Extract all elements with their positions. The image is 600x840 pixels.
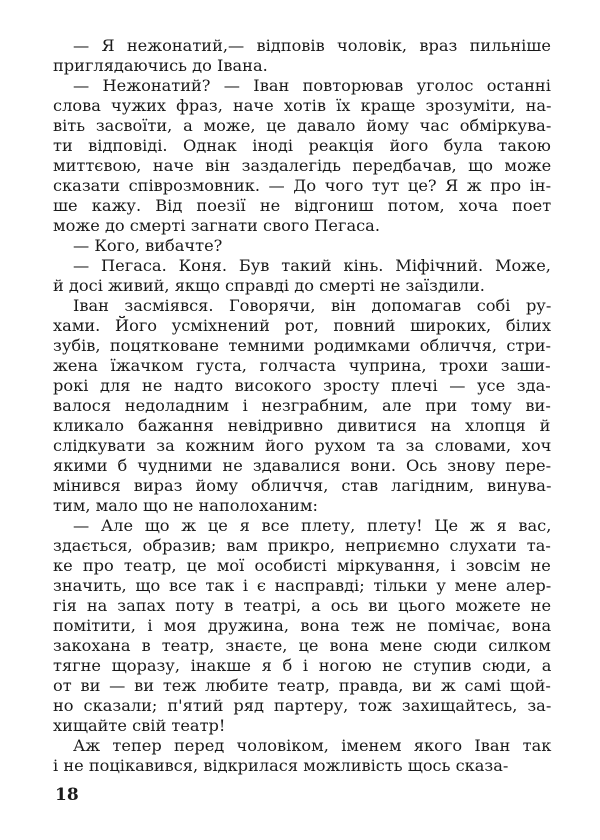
text-line: — Але що ж це я все плету, плету! Це ж я вас, xyxy=(73,516,552,535)
text-line: ше кажу. Від поезії не відгониш потом, хоча поет xyxy=(53,196,552,215)
text-line: хищайте свій театр! xyxy=(53,716,226,735)
text-line: — Кого, вибачте? xyxy=(73,236,223,255)
text-line: тягне щоразу, інакше я б і ногою не ступив сюди, а xyxy=(53,656,552,675)
text-line: рокі для не надто високого зросту плечі — усе зда- xyxy=(53,376,551,395)
text-line: мінився вираз йому обличчя, став лагідним, винува- xyxy=(53,476,552,495)
text-line: може до смерті загнати свого Пегаса. xyxy=(53,216,380,235)
text-line: здається, образив; вам прикро, неприємно слухати та- xyxy=(53,536,551,555)
text-line: гія на запах поту в театрі, а ось ви цього можете не xyxy=(53,596,552,615)
text-line: зубів, поцятковане темними родимками обличчя, стри- xyxy=(53,336,552,355)
text-line: сказати співрозмовник. — До чого тут це? Я ж про ін- xyxy=(53,176,552,195)
text-line: ти відповіді. Однак іноді реакція його була такою xyxy=(53,136,551,155)
text-line: приглядаючись до Івана. xyxy=(53,56,268,75)
text-line: кликало бажання невідривно дивитися на хлопця й xyxy=(53,416,551,435)
text-line: значить, що все так і є насправді; тільки у мене алер- xyxy=(53,576,552,595)
text-line: — Нежонатий? — Іван повторював уголос останні xyxy=(73,76,551,95)
text-line: — Пегаса. Коня. Був такий кінь. Міфічний. Може, xyxy=(73,256,551,275)
text-line: Іван засміявся. Говорячи, він допомагав собі ру- xyxy=(73,296,552,315)
text-line: якими б чудними не здавалися вони. Ось знову пере- xyxy=(53,456,552,475)
text-line: жена їжачком густа, голчаста чуприна, трохи заши- xyxy=(53,356,551,375)
text-line: слідкувати за кожним його рухом та за словами, хоч xyxy=(53,436,552,455)
text-line: закохана в театр, знаєте, це вона мене сюди силком xyxy=(53,636,551,655)
text-line: но сказали; п'ятий ряд партеру, тож захищайтесь, за- xyxy=(53,696,552,715)
text-line: й досі живий, якщо справді до смерті не заїздили. xyxy=(53,276,485,295)
text-line: ке про театр, це мої особисті міркування, і зовсім не xyxy=(53,556,551,575)
text-line: помітити, і моя дружина, вона теж не помічає, вона xyxy=(53,616,552,635)
text-line: тим, мало що не наполоханим: xyxy=(53,496,318,515)
text-line: Аж тепер перед чоловіком, іменем якого Іван так xyxy=(73,736,552,755)
text-line: і не поцікавився, відкрилася можливість щось сказа- xyxy=(53,756,509,775)
page-number: 18 xyxy=(55,785,79,805)
text-line: слова чужих фраз, наче хотів їх краще зрозуміти, на- xyxy=(53,96,552,115)
text-line: — Я нежонатий,— відповів чоловік, враз пильніше xyxy=(73,36,551,55)
text-line: валося недоладним і незграбним, але при тому ви- xyxy=(53,396,551,415)
text-line: от ви — ви теж любите театр, правда, ви ж самі щой- xyxy=(53,676,551,695)
text-line: віть засвоїти, а може, це давало йому час обміркува- xyxy=(53,116,552,135)
text-line: хами. Його усміхнений рот, повний широких, білих xyxy=(53,316,551,335)
text-line: миттєвою, наче він заздалегідь передбачав, що може xyxy=(53,156,552,175)
